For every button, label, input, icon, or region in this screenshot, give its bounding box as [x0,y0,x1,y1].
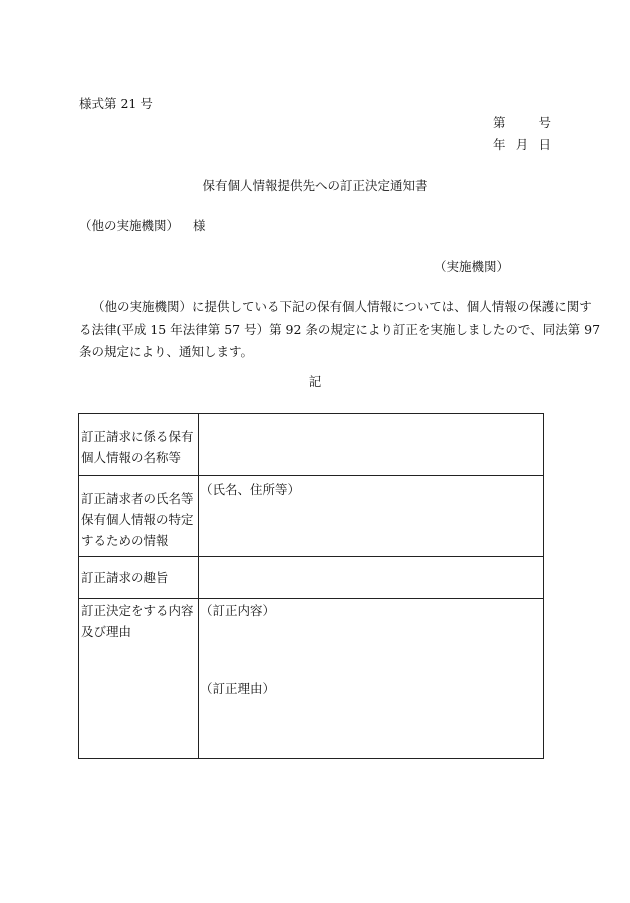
date-month: 月 [515,137,529,152]
body-line-1: （他の実施機関）に提供している下記の保有個人情報については、個人情報の保護に関す [92,299,592,314]
row-value-request-information-name [199,414,544,476]
row-value-decision-content-and-reason [199,599,544,759]
sender: （実施機関） [434,259,510,274]
record-table [78,413,544,759]
document-number-suffix: 号 [538,115,551,130]
document-title: 保有個人情報提供先への訂正決定通知書 [202,178,428,193]
row-label-requester-identification: 訂正請求者の氏名等保有個人情報の特定するための情報 [79,476,199,557]
addressee-honorific: 様 [193,218,206,233]
correction-content-label: （訂正内容） [200,603,276,618]
ki-heading: 記 [308,374,322,389]
table-row [79,414,544,476]
row-value-request-purpose [199,557,544,599]
date-year: 年 [493,137,506,152]
row-label-request-purpose: 訂正請求の趣旨 [79,557,199,599]
form-number: 様式第 21 号 [79,96,153,111]
table-row [79,557,544,599]
row-label-decision-content-and-reason: 訂正決定をする内容及び理由 [79,599,199,759]
table-row [79,599,544,759]
addressee [79,220,206,233]
row-value-requester-identification: （氏名、住所等） [199,476,544,557]
row-label-request-information-name: 訂正請求に係る保有個人情報の名称等 [79,414,199,476]
body-line-3: 条の規定により、通知します。 [79,344,254,359]
date-day: 日 [538,137,551,152]
document-number-line [493,117,551,130]
table-row [79,476,544,557]
body-text [79,296,601,364]
date-line [493,139,551,152]
addressee-name: （他の実施機関） [79,218,180,233]
correction-reason-label: （訂正理由） [200,681,276,696]
document-number-prefix: 第 [493,115,506,130]
body-line-2: る法律(平成 15 年法律第 57 号）第 92 条の規定により訂正を実施しましたので、同法第 97 [79,321,601,337]
